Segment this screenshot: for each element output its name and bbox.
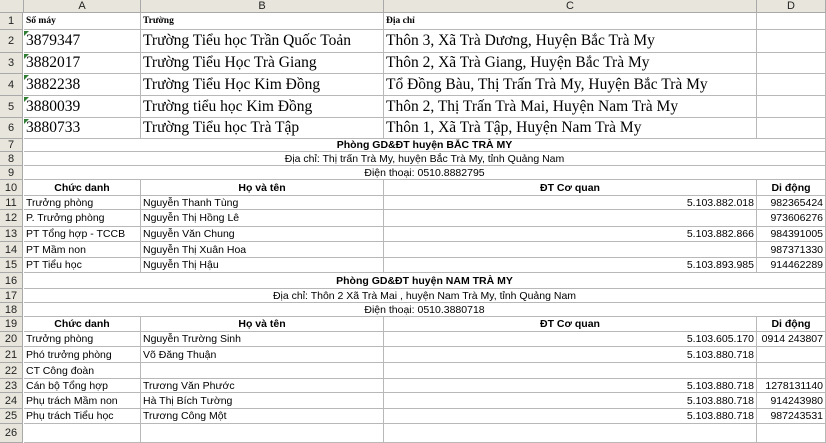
row-header-4[interactable]: 4	[0, 74, 23, 96]
data-cell[interactable]: Phụ trách Mầm non	[24, 393, 141, 409]
error-indicator-icon	[24, 75, 29, 80]
empty-cell[interactable]	[757, 30, 826, 53]
data-cell[interactable]: 1278131140	[757, 379, 826, 393]
data-cell[interactable]	[757, 363, 826, 379]
top-table-cell[interactable]: Trường Tiểu Học Kim Đồng	[141, 74, 384, 96]
section-phone[interactable]: Điện thoại: 0510.3880718	[24, 303, 826, 317]
top-table-cell[interactable]: 3879347	[24, 30, 141, 53]
data-cell[interactable]: 5.103.882.866	[384, 227, 757, 242]
section-header-cell[interactable]: Họ và tên	[141, 180, 384, 196]
top-table-cell[interactable]: Trường Tiểu học Trà Tập	[141, 118, 384, 139]
error-indicator-icon	[24, 54, 29, 59]
data-cell[interactable]: 984391005	[757, 227, 826, 242]
empty-cell[interactable]	[757, 424, 826, 443]
top-table-cell[interactable]: 3880733	[24, 118, 141, 139]
row-header-21[interactable]: 21	[0, 347, 23, 363]
section-phone[interactable]: Điện thoại: 0510.8882795	[24, 166, 826, 180]
error-indicator-icon	[24, 31, 29, 36]
data-cell[interactable]: 982365424	[757, 196, 826, 210]
section-address[interactable]: Địa chỉ: Thôn 2 Xã Trà Mai , huyện Nam Trà My, tỉnh Quảng Nam	[24, 289, 826, 303]
data-cell[interactable]: Phụ trách Tiểu học	[24, 409, 141, 424]
section-title[interactable]: Phòng GD&ĐT huyện BẮC TRÀ MY	[24, 139, 826, 152]
data-cell[interactable]	[384, 242, 757, 258]
row-header-9[interactable]: 9	[0, 166, 23, 180]
top-table-cell[interactable]: Thôn 2, Xã Trà Giang, Huyện Bắc Trà My	[384, 53, 757, 74]
row-header-19[interactable]: 19	[0, 317, 23, 332]
data-cell[interactable]: Cán bộ Tổng hợp	[24, 379, 141, 393]
row-header-14[interactable]: 14	[0, 242, 23, 258]
row-header-7[interactable]: 7	[0, 139, 23, 152]
row-header-3[interactable]: 3	[0, 53, 23, 74]
section-title[interactable]: Phòng GD&ĐT huyện NAM TRÀ MY	[24, 273, 826, 289]
data-cell[interactable]: Trương Công Một	[141, 409, 384, 424]
data-cell[interactable]: Hà Thị Bích Tường	[141, 393, 384, 409]
row-header-17[interactable]: 17	[0, 289, 23, 303]
data-cell[interactable]: PT Mầm non	[24, 242, 141, 258]
data-cell[interactable]: Nguyễn Thanh Tùng	[141, 196, 384, 210]
data-cell[interactable]: Trương Văn Phước	[141, 379, 384, 393]
data-cell[interactable]	[384, 210, 757, 227]
section-header-cell[interactable]: Di động	[757, 180, 826, 196]
row-header-25[interactable]: 25	[0, 409, 23, 424]
row-header-26[interactable]: 26	[0, 424, 23, 443]
column-header-a[interactable]: A	[24, 0, 141, 13]
row-header-15[interactable]: 15	[0, 258, 23, 273]
data-cell[interactable]: 5.103.880.718	[384, 347, 757, 363]
data-cell[interactable]: Nguyễn Trường Sinh	[141, 332, 384, 347]
empty-cell[interactable]	[24, 424, 141, 443]
data-cell[interactable]: 5.103.880.718	[384, 409, 757, 424]
top-table-cell[interactable]: Tổ Đồng Bàu, Thị Trấn Trà My, Huyện Bắc Trà My	[384, 74, 757, 96]
section-header-cell[interactable]: Chức danh	[24, 317, 141, 332]
data-cell[interactable]: 987371330	[757, 242, 826, 258]
empty-cell[interactable]	[757, 74, 826, 96]
section-header-cell[interactable]: Họ và tên	[141, 317, 384, 332]
data-cell[interactable]: Nguyễn Văn Chung	[141, 227, 384, 242]
section-header-cell[interactable]: ĐT Cơ quan	[384, 180, 757, 196]
row-header-6[interactable]: 6	[0, 118, 23, 139]
row-header-10[interactable]: 10	[0, 180, 23, 196]
column-header-c[interactable]: C	[384, 0, 757, 13]
row-header-13[interactable]: 13	[0, 227, 23, 242]
row-header-1[interactable]: 1	[0, 13, 23, 30]
data-cell[interactable]: 5.103.893.985	[384, 258, 757, 273]
data-cell[interactable]: Nguyễn Thị Hậu	[141, 258, 384, 273]
top-table-cell[interactable]: Thôn 3, Xã Trà Dương, Huyện Bắc Trà My	[384, 30, 757, 53]
top-table-cell[interactable]: Thôn 2, Thị Trấn Trà Mai, Huyện Nam Trà My	[384, 96, 757, 118]
error-indicator-icon	[24, 119, 29, 124]
empty-cell[interactable]	[757, 13, 826, 30]
data-cell[interactable]: Nguyễn Thị Hồng Lê	[141, 210, 384, 227]
row-header-18[interactable]: 18	[0, 303, 23, 317]
top-table-cell[interactable]: 3882238	[24, 74, 141, 96]
data-cell[interactable]: 914243980	[757, 393, 826, 409]
data-cell[interactable]: P. Trưởng phòng	[24, 210, 141, 227]
top-table-header-cell[interactable]: Trường	[141, 13, 384, 30]
data-cell[interactable]: CT Công đoàn	[24, 363, 141, 379]
data-cell[interactable]: Trưởng phòng	[24, 332, 141, 347]
data-cell[interactable]	[757, 347, 826, 363]
section-header-cell[interactable]: Di động	[757, 317, 826, 332]
row-header-22[interactable]: 22	[0, 363, 23, 379]
top-table-header-cell[interactable]: Số máy	[24, 13, 141, 30]
data-cell[interactable]: PT Tiểu học	[24, 258, 141, 273]
data-cell[interactable]: 5.103.880.718	[384, 379, 757, 393]
data-cell[interactable]: 5.103.605.170	[384, 332, 757, 347]
data-cell[interactable]: 987243531	[757, 409, 826, 424]
data-cell[interactable]: PT Tổng hợp - TCCB	[24, 227, 141, 242]
top-table-cell[interactable]: Thôn 1, Xã Trà Tập, Huyện Nam Trà My	[384, 118, 757, 139]
row-header-8[interactable]: 8	[0, 152, 23, 166]
select-all-corner[interactable]	[0, 0, 24, 13]
top-table-cell[interactable]: 3880039	[24, 96, 141, 118]
section-address[interactable]: Địa chỉ: Thị trấn Trà My, huyện Bắc Trà My, tỉnh Quảng Nam	[24, 152, 826, 166]
section-header-cell[interactable]: ĐT Cơ quan	[384, 317, 757, 332]
column-header-d[interactable]: D	[757, 0, 826, 13]
data-cell[interactable]: Phó trưởng phòng	[24, 347, 141, 363]
data-cell[interactable]	[384, 363, 757, 379]
empty-cell[interactable]	[757, 118, 826, 139]
data-cell[interactable]: Võ Đăng Thuận	[141, 347, 384, 363]
empty-cell[interactable]	[141, 424, 384, 443]
row-header-24[interactable]: 24	[0, 393, 23, 409]
data-cell[interactable]: 973606276	[757, 210, 826, 227]
row-header-20[interactable]: 20	[0, 332, 23, 347]
error-indicator-icon	[24, 97, 29, 102]
top-table-cell[interactable]: Trường tiểu học Kim Đồng	[141, 96, 384, 118]
empty-cell[interactable]	[384, 424, 757, 443]
data-cell[interactable]: 5.103.880.718	[384, 393, 757, 409]
row-header-16[interactable]: 16	[0, 273, 23, 289]
top-table-cell[interactable]: Trường Tiểu học Trần Quốc Toản	[141, 30, 384, 53]
data-cell[interactable]: 0914 243807	[757, 332, 826, 347]
top-table-cell[interactable]: 3882017	[24, 53, 141, 74]
data-cell[interactable]: 5.103.882.018	[384, 196, 757, 210]
top-table-cell[interactable]: Trường Tiểu Học Trà Giang	[141, 53, 384, 74]
data-cell[interactable]: Nguyễn Thị Xuân Hoa	[141, 242, 384, 258]
row-header-12[interactable]: 12	[0, 210, 23, 227]
data-cell[interactable]	[141, 363, 384, 379]
row-header-11[interactable]: 11	[0, 196, 23, 210]
row-header-2[interactable]: 2	[0, 30, 23, 53]
top-table-header-cell[interactable]: Địa chỉ	[384, 13, 757, 30]
data-cell[interactable]: Trưởng phòng	[24, 196, 141, 210]
column-header-b[interactable]: B	[141, 0, 384, 13]
empty-cell[interactable]	[757, 53, 826, 74]
data-cell[interactable]: 914462289	[757, 258, 826, 273]
row-header-5[interactable]: 5	[0, 96, 23, 118]
row-header-23[interactable]: 23	[0, 379, 23, 393]
section-header-cell[interactable]: Chức danh	[24, 180, 141, 196]
empty-cell[interactable]	[757, 96, 826, 118]
